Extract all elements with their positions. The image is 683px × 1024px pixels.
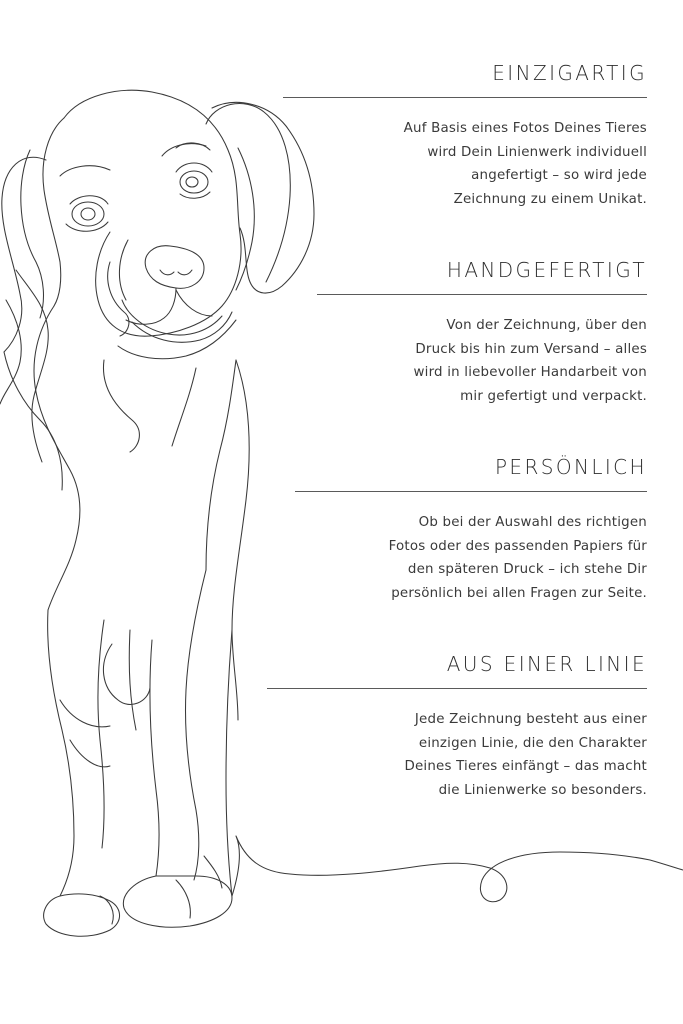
section-einzigartig	[283, 61, 647, 211]
section-heading: EINZIGARTIG	[492, 61, 647, 85]
body-line: mir gefertigt und verpackt.	[460, 388, 647, 404]
divider-line	[295, 491, 647, 492]
body-line: wird in liebevoller Handarbeit von	[413, 365, 647, 380]
section-heading: PERSÖNLICH	[494, 455, 647, 479]
body-line: Jede Zeichnung besteht aus einer	[414, 712, 647, 727]
body-line: Zeichnung zu einem Unikat.	[453, 191, 647, 207]
divider-line	[267, 688, 647, 689]
body-line: wird Dein Linienwerk individuell	[427, 144, 647, 160]
section-heading: AUS EINER LINIE	[446, 652, 647, 676]
section-body	[267, 708, 647, 802]
body-line: einzigen Linie, die den Charakter	[418, 735, 647, 751]
divider-line	[283, 97, 647, 98]
body-line: den späteren Druck – ich stehe Dir	[407, 562, 647, 577]
body-line: angefertigt – so wird jede	[471, 168, 647, 183]
section-aus-einer-linie	[267, 652, 647, 802]
body-line: Von der Zeichnung, über den	[446, 318, 647, 333]
body-line: die Linienwerke so besonders.	[438, 782, 647, 798]
body-line: persönlich bei allen Fragen zur Seite.	[391, 585, 647, 601]
section-heading: HANDGEFERTIGT	[446, 258, 647, 282]
section-handgefertigt	[317, 258, 647, 408]
section-persoenlich	[295, 455, 647, 605]
divider-line	[317, 294, 647, 295]
body-line: Fotos oder des passenden Papiers für	[388, 538, 647, 554]
body-line: Deines Tieres einfängt – das macht	[404, 759, 647, 774]
section-body	[317, 314, 647, 408]
section-body	[283, 117, 647, 211]
body-line: Ob bei der Auswahl des richtigen	[418, 515, 647, 530]
body-line: Druck bis hin zum Versand – alles	[415, 341, 647, 357]
section-body	[295, 511, 647, 605]
body-line: Auf Basis eines Fotos Deines Tieres	[403, 121, 647, 136]
